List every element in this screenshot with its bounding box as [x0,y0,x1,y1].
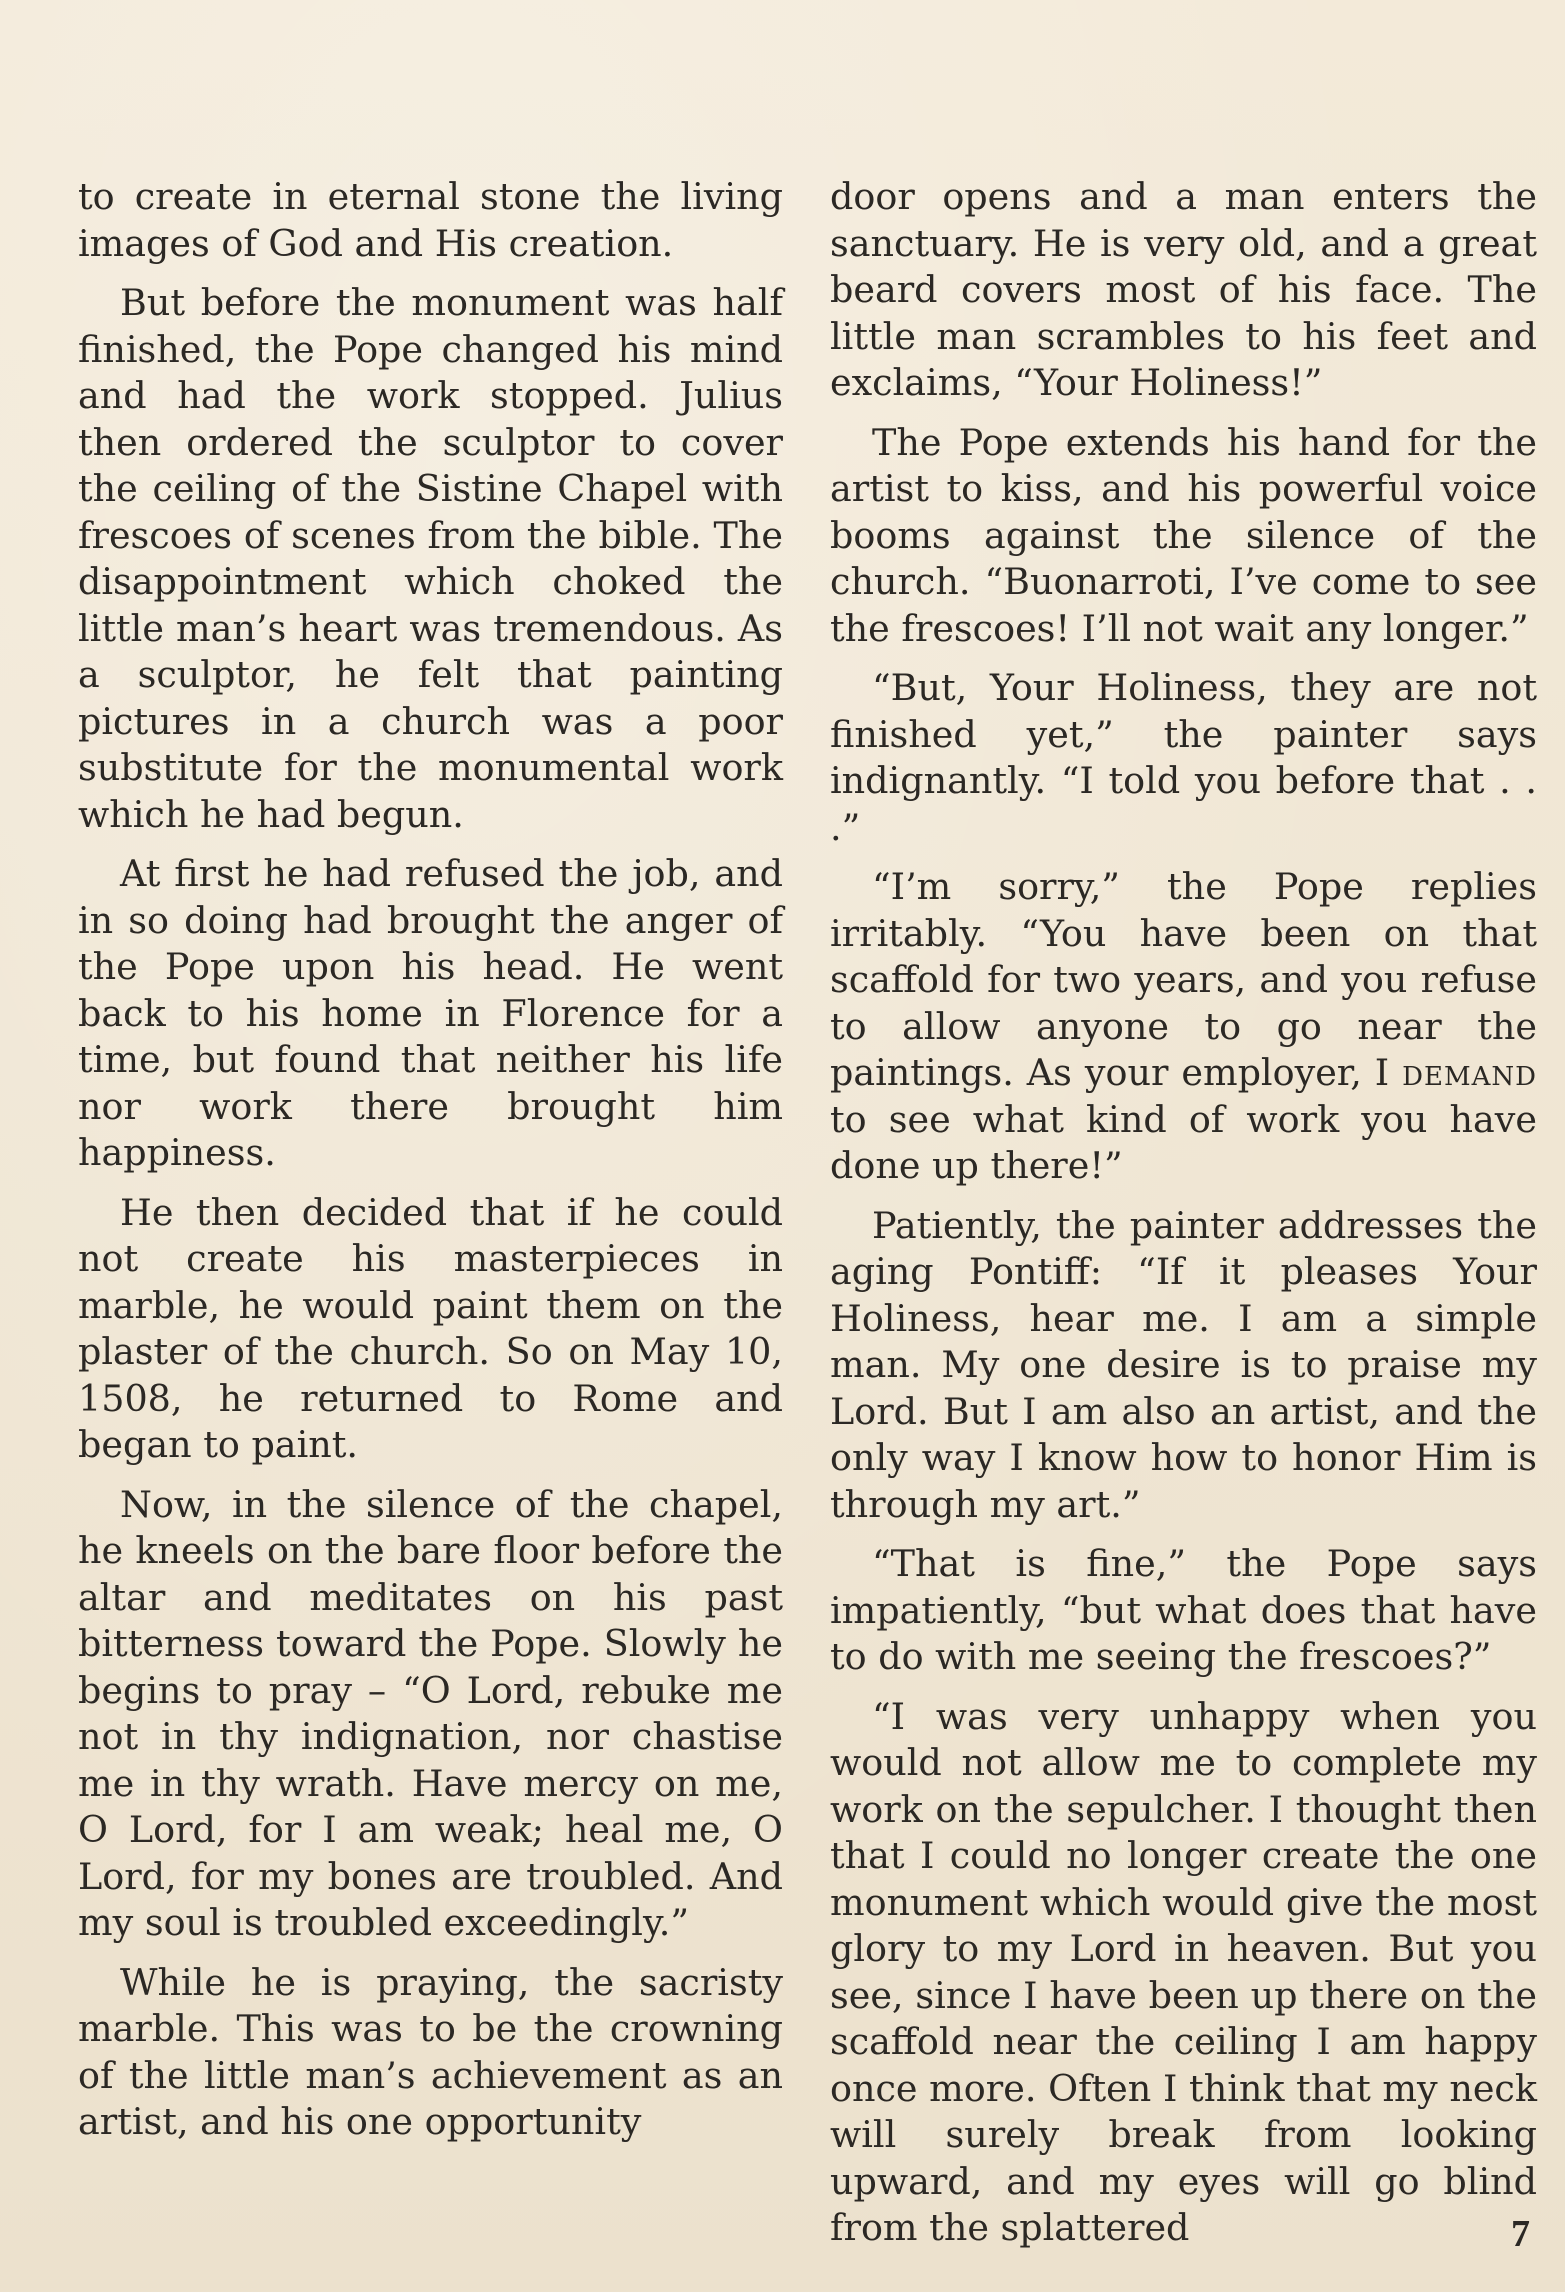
paragraph: “But, Your Holiness, they are not finished yet,” the painter says indignantly. “I told you before that . . .” [830,666,1537,849]
paragraph: door opens and a man enters the sanctuary. He is very old, and a great beard covers most of his face. The little man scrambles to his feet and exclaims, “Your Holiness!” [830,175,1537,404]
text-run: to see what kind of work you have done up there!” [830,1097,1537,1187]
page-number: 7 [1511,2213,1530,2255]
paragraph: At first he had refused the job, and in so doing had brought the anger of the Pope upon his head. He went back to his home in Florence for a time, but found that neither his life nor work there brought him happiness. [78,852,783,1174]
paragraph: Now, in the silence of the chapel, he kneels on the bare floor before the altar and meditates on his past bitterness toward the Pope. Slowly he begins to pray – “O Lord, rebuke me not in thy indignation, nor chastise me in thy wrath. Have mercy on me, O Lord, for I am weak; heal me, O Lord, for my bones are troubled. And my soul is troubled exceedingly.” [78,1482,783,1944]
paragraph: to create in eternal stone the living images of God and His creation. [78,175,783,265]
text-run: “I’m sorry,” the Pope replies irritably. “You have been on that scaffold for two years, and you refuse to allow anyone to go near the paintings. As your employer, I [830,865,1537,1094]
paragraph: He then decided that if he could not create his masterpieces in marble, he would paint them on the plaster of the church. So on May 10, 1508, he returned to Rome and began to paint. [78,1190,783,1466]
paragraph: Patiently, the painter addresses the aging Pontiff: “If it pleases Your Holiness, hear me. I am a simple man. My one desire is to praise my Lord. But I am also an artist, and the only way I know how to honor Him is through my art.” [830,1203,1537,1526]
paragraph: While he is praying, the sacristy marble. This was to be the crowning of the little man’s achievement as an artist, and his one opportunity [78,1960,783,2143]
paragraph: “I was very unhappy when you would not allow me to complete my work on the sepulcher. I thought then that I could no longer create the one monument which would give the most glory to my Lord in heaven. But you see, since I have been up there on the scaffold near the ceiling I am happy once more. Often I think that my neck will surely break from looking upward, and my eyes will go blind from the splattered [830,1694,1537,2249]
right-text-column [830,174,1537,2265]
emphasized-word: demand [1402,1051,1537,1094]
paragraph [830,864,1537,1190]
paragraph: But before the monument was half finished, the Pope changed his mind and had the work stopped. Julius then ordered the sculptor to cover the ceiling of the Sistine Chapel with frescoes of scenes from the bible. The disappointment which choked the little man’s heart was tremendous. As a sculptor, he felt that painting pictures in a church was a poor substitute for the monumental work which he had begun. [78,281,783,836]
left-text-column [78,174,783,2159]
paragraph: The Pope extends his hand for the artist to kiss, and his powerful voice booms against the silence of the church. “Buonarroti, I’ve come to see the frescoes! I’ll not wait any longer.” [830,420,1537,650]
paragraph: “That is fine,” the Pope says impatiently, “but what does that have to do with me seeing the frescoes?” [830,1542,1537,1678]
